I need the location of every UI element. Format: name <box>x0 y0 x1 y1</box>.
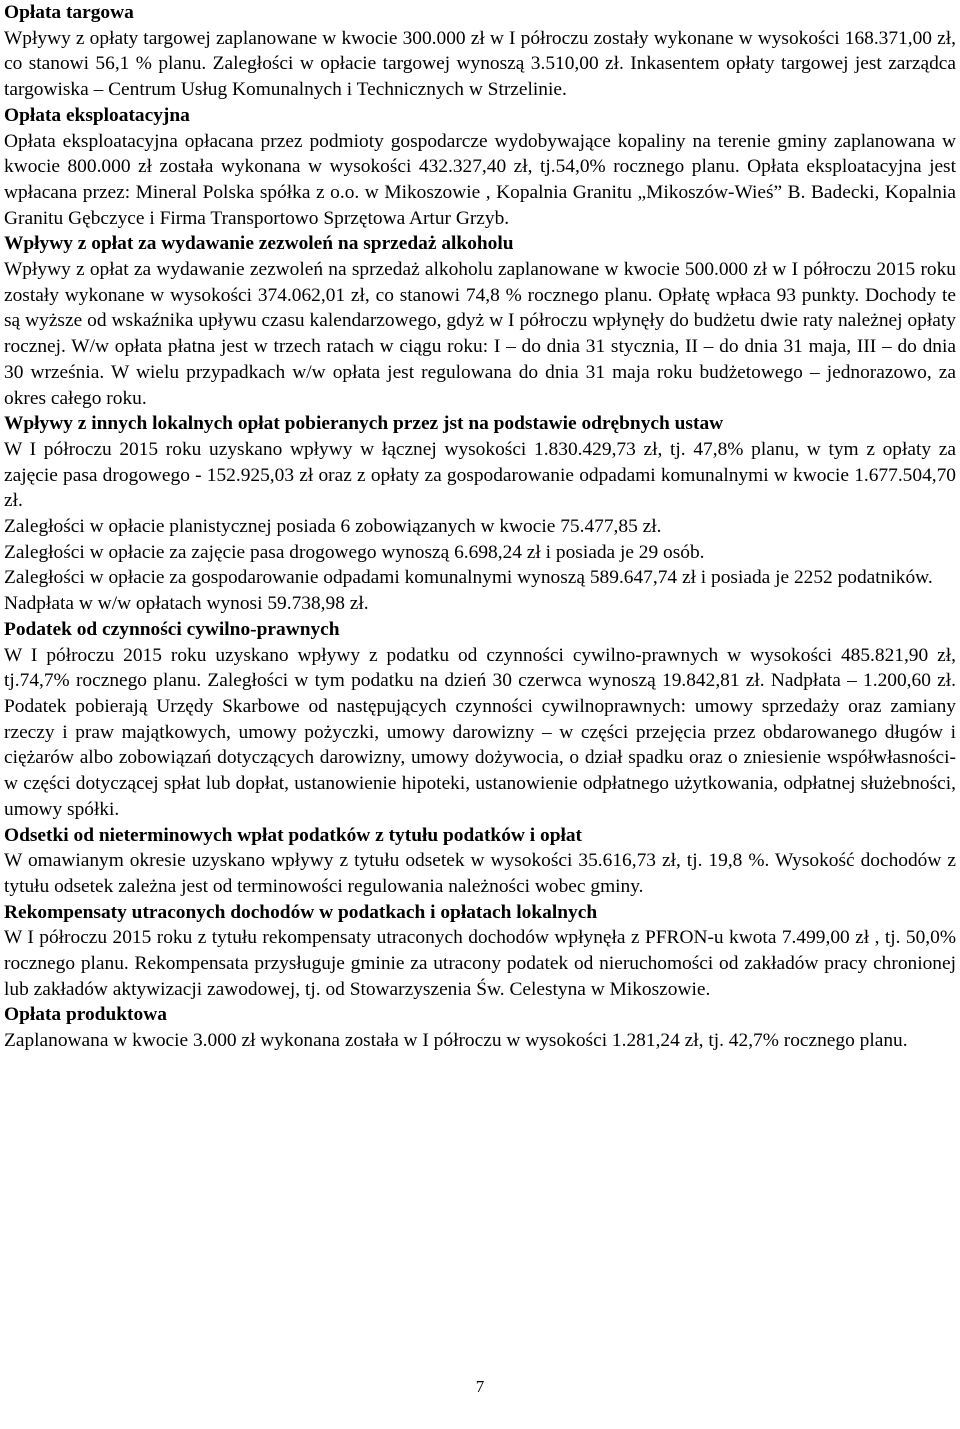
section-paragraph: W omawianym okresie uzyskano wpływy z tytułu odsetek w wysokości 35.616,73 zł, tj. 19,8 %. Wysokość dochodów z tytułu odsetek zależna jest od terminowości regulowania należności wobec gminy. <box>4 850 956 897</box>
section-oplata-produktowa <box>4 1002 956 1053</box>
section-heading: Wpływy z opłat za wydawanie zezwoleń na sprzedaż alkoholu <box>4 233 514 255</box>
page-number: 7 <box>475 1377 485 1396</box>
section-paragraph: Nadpłata w w/w opłatach wynosi 59.738,98 zł. <box>4 593 369 615</box>
section-paragraph: W I półroczu 2015 roku z tytułu rekompensaty utraconych dochodów wpłynęła z PFRON-u kwota 7.499,00 zł , tj. 50,0% rocznego planu. Rekompensata przysługuje gminie za utracony podatek od nieruchomości od zakładów pracy chronionej lub zakładów aktywizacji zawodowej, tj. od Stowarzyszenia Św. Celestyna w Mikoszowie. <box>4 927 956 1000</box>
section-paragraph: Wpływy z opłaty targowej zaplanowane w kwocie 300.000 zł w I półroczu zostały wykonane w wysokości 168.371,00 zł, co stanowi 56,1 % planu. Zaległości w opłacie targowej wynoszą 3.510,00 zł. Inkasentem opłaty targowej jest zarządca targowiska – Centrum Usług Komunalnych i Technicznych w Strzelinie. <box>4 27 956 101</box>
section-paragraph: Zaległości w opłacie planistycznej posiada 6 zobowiązanych w kwocie 75.477,85 zł. <box>4 516 662 538</box>
document-page <box>4 0 956 1054</box>
section-paragraph: Zaległości w opłacie za zajęcie pasa drogowego wynoszą 6.698,24 zł i posiada je 29 osób. <box>4 541 705 563</box>
section-heading: Podatek od czynności cywilno-prawnych <box>4 618 340 640</box>
section-paragraph: Wpływy z opłat za wydawanie zezwoleń na sprzedaż alkoholu zaplanowane w kwocie 500.000 zł w I półroczu 2015 roku zostały wykonane w wysokości 374.062,01 zł, co stanowi 74,8 % rocznego planu. Opłatę wpłaca 93 punkty. Dochody te są wyższe od wskaźnika upływu czasu kalendarzowego, gdyż w I półroczu wpłynęły do budżetu dwie raty należnej opłaty rocznej. W/w opłata płatna jest w trzech ratach w ciągu roku: I – do dnia 31 stycznia, II – do dnia 31 maja, III – do dnia 30 września. W wielu przypadkach w/w opłata jest regulowana do dnia 31 maja roku budżetowego – jednorazowo, za okres całego roku. <box>4 259 956 409</box>
section-heading: Opłata eksploatacyjna <box>4 104 190 126</box>
section-paragraph: W I półroczu 2015 roku uzyskano wpływy z podatku od czynności cywilno-prawnych w wysokości 485.821,90 zł, tj.74,7% rocznego planu. Zaległości w tym podatku na dzień 30 czerwca wynoszą 19.842,81 zł. Nadpłata – 1.200,60 zł. Podatek pobierają Urzędy Skarbowe od następujących czynności cywilnoprawnych: umowy sprzedaży oraz zamiany rzeczy i praw majątkowych, umowy pożyczki, umowy darowizny – w części przejęcia przez obdarowanego długów i ciężarów albo zobowiązań dotyczących darowizny, umowy dożywocia, o dział spadku oraz o zniesienie współwłasności- w części dotyczącej spłat lub dopłat, ustanowienie hipoteki, ustanowienie odpłatnego użytkowania, odpłatnej służebności, umowy spółki. <box>4 644 956 820</box>
section-heading: Opłata produktowa <box>4 1004 167 1026</box>
section-paragraph: W I półroczu 2015 roku uzyskano wpływy w łącznej wysokości 1.830.429,73 zł, tj. 47,8% planu, w tym z opłaty za zajęcie pasa drogowego - 152.925,03 zł oraz z opłaty za gospodarowanie odpadami komunalnymi w kwocie 1.677.504,70 zł. <box>4 438 956 512</box>
section-pcc <box>4 617 956 823</box>
section-paragraph: Zaległości w opłacie za gospodarowanie odpadami komunalnymi wynoszą 589.647,74 zł i posiada je 2252 podatników. <box>4 567 933 589</box>
section-heading: Rekompensaty utraconych dochodów w podatkach i opłatach lokalnych <box>4 901 598 923</box>
section-zezwolenia-alkohol <box>4 231 956 411</box>
section-oplata-targowa <box>4 0 956 103</box>
section-oplata-eksploatacyjna <box>4 103 956 232</box>
section-paragraph: Zaplanowana w kwocie 3.000 zł wykonana została w I półroczu w wysokości 1.281,24 zł, tj. 42,7% rocznego planu. <box>4 1030 908 1052</box>
section-heading: Wpływy z innych lokalnych opłat pobieranych przez jst na podstawie odrębnych ustaw <box>4 413 724 435</box>
section-heading: Opłata targowa <box>4 2 134 23</box>
section-heading: Odsetki od nieterminowych wpłat podatków z tytułu podatków i opłat <box>4 824 583 846</box>
section-inne-oplaty-lokalne <box>4 411 956 617</box>
section-rekompensaty <box>4 900 956 1003</box>
section-paragraph: Opłata eksploatacyjna opłacana przez podmioty gospodarcze wydobywające kopaliny na terenie gminy zaplanowana w kwocie 800.000 zł została wykonana w wysokości 432.327,40 zł, tj.54,0% rocznego planu. Opłata eksploatacyjna jest wpłacana przez: Mineral Polska spółka z o.o. w Mikoszowie , Kopalnia Granitu „Mikoszów-Wieś” B. Badecki, Kopalnia Granitu Gębczyce i Firma Transportowo Sprzętowa Artur Grzyb. <box>4 130 956 229</box>
section-odsetki <box>4 823 956 900</box>
